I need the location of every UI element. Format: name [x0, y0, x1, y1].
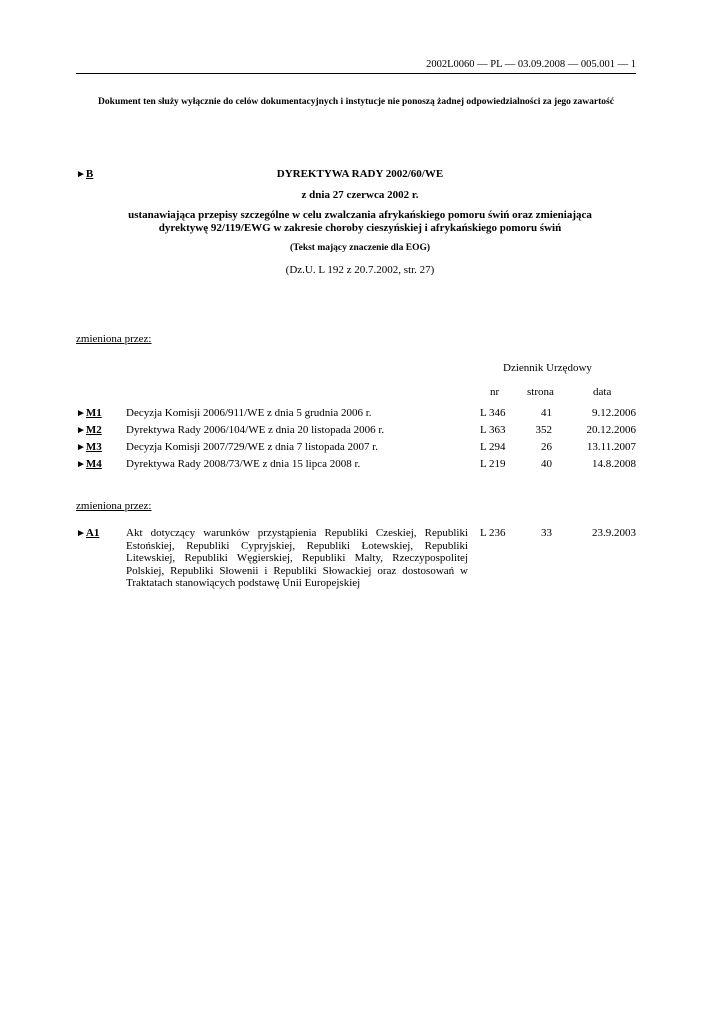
amendment-code-link[interactable]: M3 [85, 441, 102, 453]
amendment-oj-page: 41 [541, 407, 552, 419]
accession-oj-page: 33 [541, 527, 552, 539]
amendment-oj-page: 26 [541, 441, 552, 453]
amendment-description: Decyzja Komisji 2006/911/WE z dnia 5 grudnia 2006 r. [126, 407, 372, 419]
directive-title: DYREKTYWA RADY 2002/60/WE [276, 168, 444, 180]
accession-row-a1 [76, 527, 636, 589]
amendment-description: Decyzja Komisji 2007/729/WE z dnia 7 listopada 2007 r. [126, 441, 379, 453]
amendment-oj-number: L 294 [480, 441, 506, 453]
accession-oj-number: L 236 [480, 527, 506, 539]
amendment-marker[interactable] [76, 458, 102, 470]
amendment-description: Dyrektywa Rady 2006/104/WE z dnia 20 listopada 2006 r. [126, 424, 385, 436]
amendment-oj-date: 13.11.2007 [586, 441, 636, 453]
arrow-right-icon: ► [76, 442, 86, 453]
accession-marker[interactable] [76, 527, 99, 539]
column-header-data: data [593, 386, 612, 398]
directive-subject: ustanawiająca przepisy szczególne w celu zwalczania afrykańskiego pomoru świń oraz zmieniająca dyrektywę 92/119/EWG w zakresie choroby cieszyńskiej i afrykańskiego pomoru świń [128, 209, 592, 234]
official-journal-reference: (Dz.U. L 192 z 20.7.2002, str. 27) [285, 264, 435, 276]
amendment-oj-date: 9.12.2006 [592, 407, 636, 419]
amendment-oj-page: 352 [535, 424, 552, 436]
arrow-right-icon: ► [76, 528, 86, 539]
amendment-oj-date: 14.8.2008 [592, 458, 636, 470]
document-reference-header: 2002L0060 — PL — 03.09.2008 — 005.001 — 1 [76, 59, 636, 74]
arrow-right-icon: ► [76, 425, 86, 436]
amendment-code-link[interactable]: M1 [85, 407, 102, 419]
amendment-oj-number: L 346 [480, 407, 506, 419]
amended-by-label: zmieniona przez: [76, 333, 152, 345]
amendment-code-link[interactable]: M2 [85, 424, 102, 436]
arrow-right-icon: ► [76, 408, 86, 419]
amendment-row-m3 [76, 441, 636, 457]
amendment-row-m2 [76, 424, 636, 440]
arrow-right-icon: ► [76, 169, 86, 180]
amendment-oj-number: L 363 [480, 424, 506, 436]
accession-code-link[interactable]: A1 [85, 527, 100, 539]
accession-oj-date: 23.9.2003 [592, 527, 636, 539]
column-header-nr: nr [490, 386, 500, 398]
amendment-oj-date: 20.12.2006 [586, 424, 636, 436]
amended-by-label-accession: zmieniona przez: [76, 500, 152, 512]
journal-heading: Dziennik Urzędowy [503, 362, 592, 374]
base-act-marker[interactable] [76, 168, 93, 180]
amendment-row-m4 [76, 458, 636, 474]
base-act-link[interactable]: B [85, 168, 94, 180]
amendment-marker[interactable] [76, 407, 102, 419]
amendment-oj-number: L 219 [480, 458, 506, 470]
accession-description: Akt dotyczący warunków przystąpienia Republiki Czeskiej, Republiki Estońskiej, Republiki Cypryjskiej, Republiki Łotewskiej, Republiki Litewskiej, Republiki Węgierskiej, Republiki Malty, Rzeczypospolitej Polskiej, Republiki Słowenii i Republiki Słowackiej oraz dostosowań w Traktatach stanowiących podstawę Unii Europejskiej [126, 527, 468, 589]
amendment-oj-page: 40 [541, 458, 552, 470]
amendment-marker[interactable] [76, 441, 102, 453]
directive-date: z dnia 27 czerwca 2002 r. [301, 189, 419, 201]
amendment-code-link[interactable]: M4 [85, 458, 102, 470]
amendment-row-m1 [76, 407, 636, 423]
arrow-right-icon: ► [76, 459, 86, 470]
amendment-description: Dyrektywa Rady 2008/73/WE z dnia 15 lipca 2008 r. [126, 458, 361, 470]
column-header-strona: strona [527, 386, 554, 398]
eea-relevance-note: (Tekst mający znaczenie dla EOG) [289, 243, 431, 253]
amendment-marker[interactable] [76, 424, 102, 436]
disclaimer: Dokument ten służy wyłącznie do celów dokumentacyjnych i instytucje nie ponoszą żadnej odpowiedzialności za jego zawartość [98, 97, 614, 107]
